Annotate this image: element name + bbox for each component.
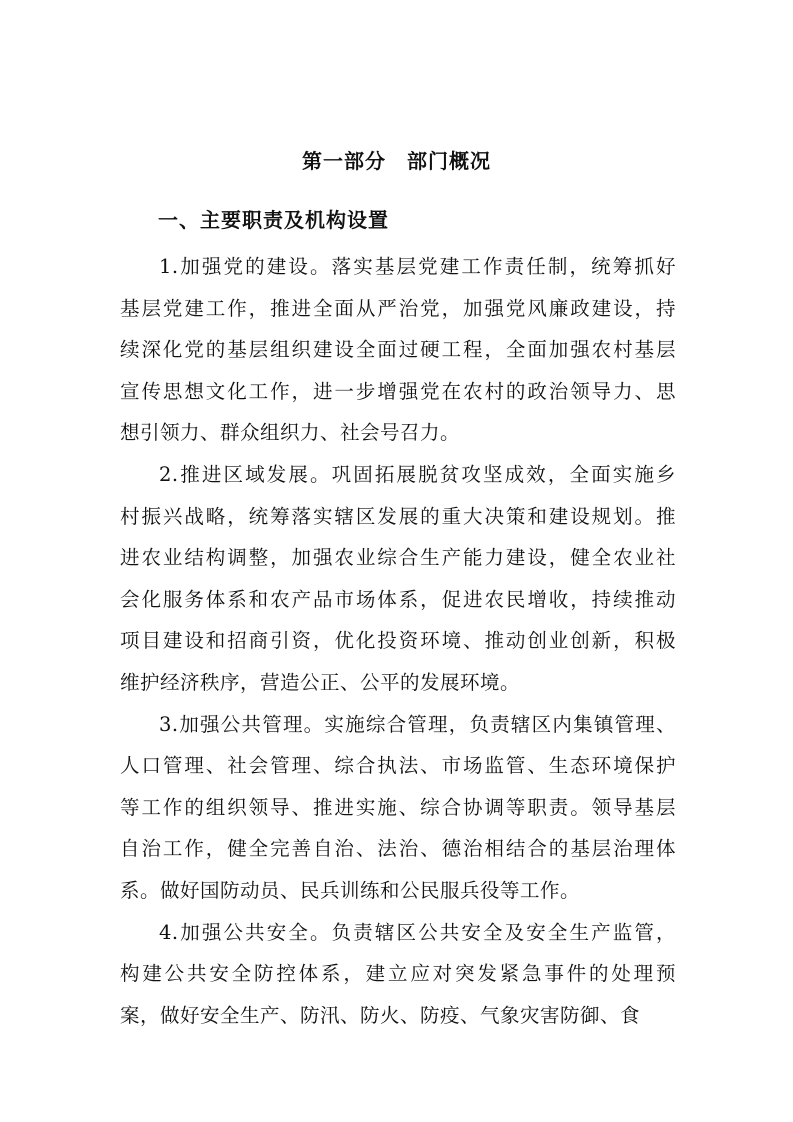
section-heading: 一、主要职责及机构设置 <box>158 208 389 232</box>
paragraph-line: 续深化党的基层组织建设全面过硬工程，全面加强农村基层 <box>120 338 676 362</box>
paragraph-line: 构建公共安全防控体系，建立应对突发紧急事件的处理预 <box>120 962 676 986</box>
body-text <box>120 246 676 1036</box>
paragraph-line: 4.加强公共安全。负责辖区公共安全及安全生产监管， <box>159 920 676 944</box>
paragraph-line: 3.加强公共管理。实施综合管理，负责辖区内集镇管理、 <box>159 712 676 736</box>
paragraph-line: 进农业结构调整，加强农业综合生产能力建设，健全农业社 <box>120 546 676 570</box>
paragraph-line: 案，做好安全生产、防汛、防火、防疫、气象灾害防御、食 <box>120 1003 641 1027</box>
paragraph-line: 项目建设和招商引资，优化投资环境、推动创业创新，积极 <box>120 629 676 653</box>
paragraph-line: 村振兴战略，统筹落实辖区发展的重大决策和建设规划。推 <box>120 504 676 528</box>
part-title: 第一部分 部门概况 <box>302 149 491 173</box>
paragraph-line: 2.推进区域发展。巩固拓展脱贫攻坚成效，全面实施乡 <box>159 462 676 486</box>
paragraph-line: 想引领力、群众组织力、社会号召力。 <box>120 421 461 445</box>
paragraph-line: 基层党建工作，推进全面从严治党，加强党风廉政建设，持 <box>120 296 676 320</box>
paragraph-line: 维护经济秩序，营造公正、公平的发展环境。 <box>120 670 521 694</box>
paragraph-4 <box>120 912 676 1037</box>
paragraph-3 <box>120 704 676 912</box>
paragraph-2 <box>120 454 676 704</box>
paragraph-line: 1.加强党的建设。落实基层党建工作责任制，统筹抓好 <box>159 255 676 278</box>
paragraph-1 <box>120 246 676 454</box>
paragraph-line: 系。做好国防动员、民兵训练和公民服兵役等工作。 <box>120 878 581 902</box>
paragraph-line: 会化服务体系和农产品市场体系，促进农民增收，持续推动 <box>120 587 676 611</box>
paragraph-line: 宣传思想文化工作，进一步增强党在农村的政治领导力、思 <box>120 379 676 403</box>
paragraph-line: 自治工作，健全完善自治、法治、德治相结合的基层治理体 <box>120 837 676 861</box>
paragraph-line: 人口管理、社会管理、综合执法、市场监管、生态环境保护 <box>120 754 676 778</box>
paragraph-line: 等工作的组织领导、推进实施、综合协调等职责。领导基层 <box>120 795 676 819</box>
